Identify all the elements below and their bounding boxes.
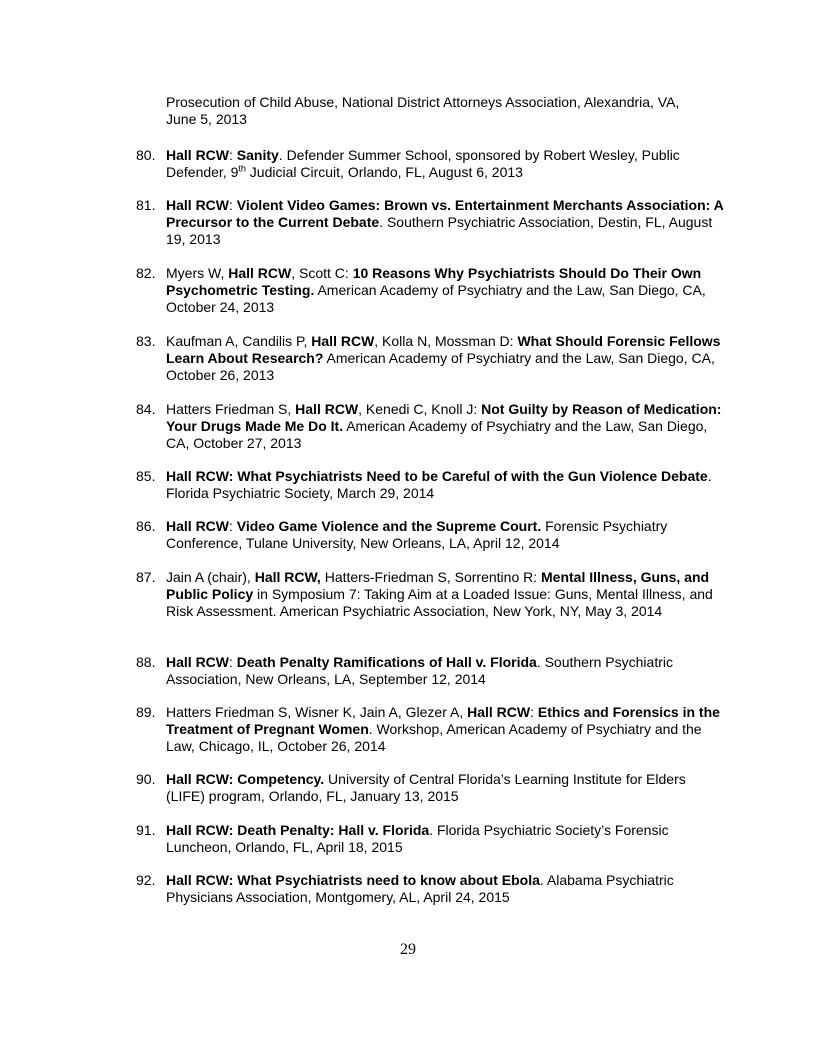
item-text: Hall RCW: Death Penalty Ramifications of Hall v. Florida. Southern Psychiatric Association, New Orleans, LA, September 12, 2014 [166, 654, 673, 687]
continued-entry [166, 94, 726, 128]
item-number: 86. [136, 518, 156, 534]
item-text: Hall RCW: Sanity. Defender Summer School, sponsored by Robert Wesley, Public Defender, 9th Judicial Circuit, Orlando, FL, August 6, 2013 [166, 147, 680, 180]
item-text: Hall RCW: Death Penalty: Hall v. Florida. Florida Psychiatric Society’s Forensic Luncheon, Orlando, FL, April 18, 2015 [166, 822, 669, 855]
item-number: 82. [136, 265, 156, 281]
item-number: 87. [136, 569, 156, 585]
item-number: 81. [136, 197, 156, 213]
continued-line-2: June 5, 2013 [166, 111, 247, 127]
continued-line-1: Prosecution of Child Abuse, National District Attorneys Association, Alexandria, VA, [166, 94, 680, 110]
item-number: 88. [136, 654, 156, 670]
item-text: Jain A (chair), Hall RCW, Hatters-Friedman S, Sorrentino R: Mental Illness, Guns, and Public Policy in Symposium 7: Taking Aim at a Loaded Issue: Guns, Mental Illness, and Risk Assessment. American Psychiatric Association, New York, NY, May 3, 2014 [166, 569, 713, 619]
item-text: Myers W, Hall RCW, Scott C: 10 Reasons Why Psychiatrists Should Do Their Own Psychometric Testing. American Academy of Psychiatry and the Law, San Diego, CA, October 24, 2013 [166, 265, 706, 315]
item-number: 85. [136, 468, 156, 484]
item-text: Hatters Friedman S, Wisner K, Jain A, Glezer A, Hall RCW: Ethics and Forensics in the Treatment of Pregnant Women. Workshop, American Academy of Psychiatry and the Law, Chicago, IL, October 26, 2014 [166, 704, 720, 754]
item-number: 92. [136, 872, 156, 888]
item-text: Hall RCW: Violent Video Games: Brown vs. Entertainment Merchants Association: A Precursor to the Current Debate. Southern Psychiatric Association, Destin, FL, August 19, 2013 [166, 197, 724, 247]
item-text: Hall RCW: Video Game Violence and the Supreme Court. Forensic Psychiatry Conference, Tulane University, New Orleans, LA, April 12, 2014 [166, 518, 668, 551]
item-number: 83. [136, 333, 156, 349]
item-text: Hall RCW: What Psychiatrists need to know about Ebola. Alabama Psychiatric Physicians Association, Montgomery, AL, April 24, 2015 [166, 872, 674, 905]
item-text: Hall RCW: Competency. University of Central Florida’s Learning Institute for Elders (LIFE) program, Orlando, FL, January 13, 2015 [166, 771, 686, 804]
item-number: 90. [136, 771, 156, 787]
item-number: 80. [136, 147, 156, 163]
page-number: 29 [400, 941, 416, 958]
item-text: Hall RCW: What Psychiatrists Need to be Careful of with the Gun Violence Debate. Florida Psychiatric Society, March 29, 2014 [166, 468, 712, 501]
item-text: Kaufman A, Candilis P, Hall RCW, Kolla N, Mossman D: What Should Forensic Fellows Learn About Research? American Academy of Psychiatry and the Law, San Diego, CA, October 26, 2013 [166, 333, 721, 383]
item-number: 91. [136, 822, 156, 838]
item-text: Hatters Friedman S, Hall RCW, Kenedi C, Knoll J: Not Guilty by Reason of Medication: Your Drugs Made Me Do It. American Academy of Psychiatry and the Law, San Diego, CA, October 27, 2013 [166, 401, 722, 451]
item-number: 89. [136, 704, 156, 720]
item-number: 84. [136, 401, 156, 417]
